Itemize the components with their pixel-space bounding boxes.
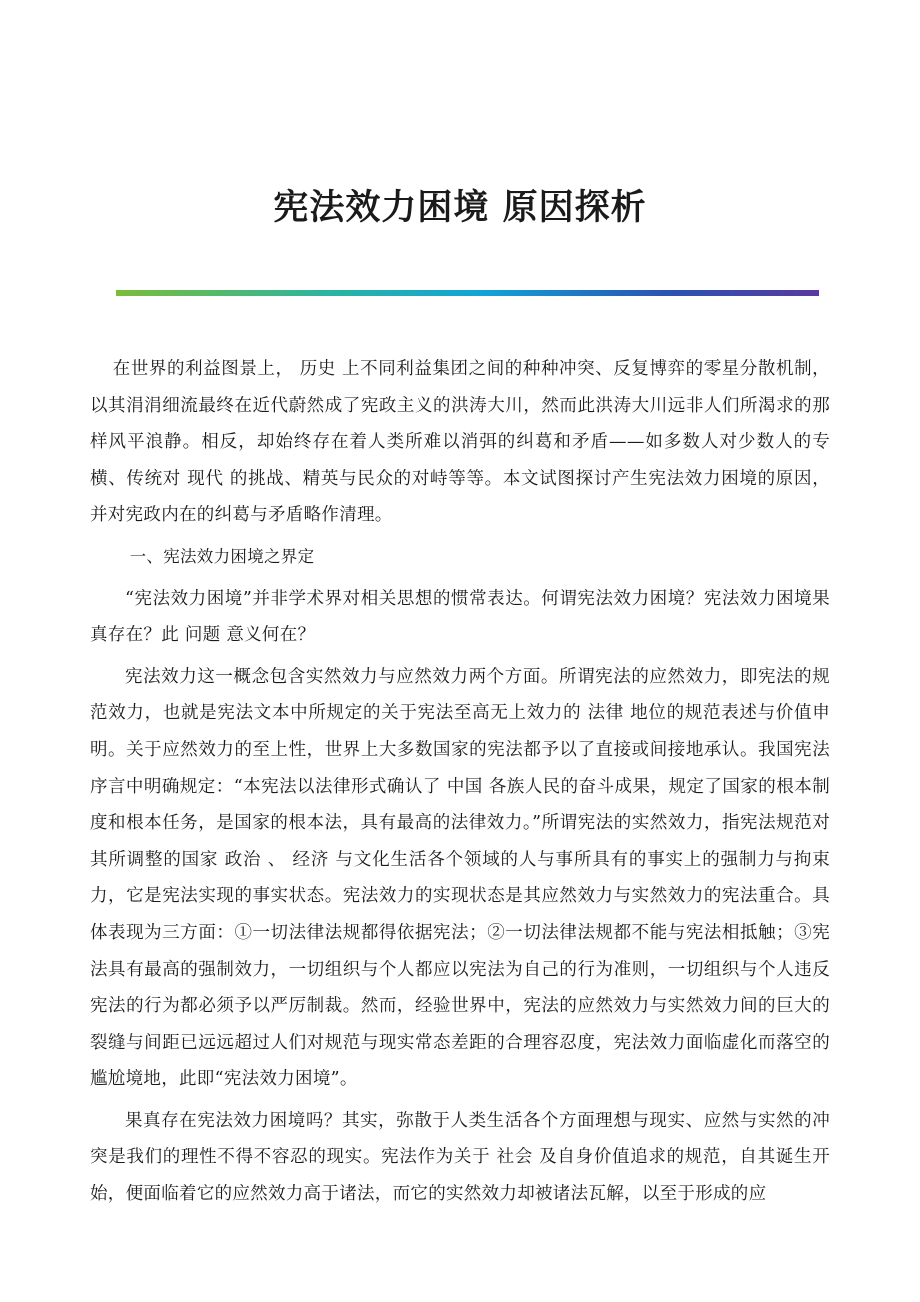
title-divider	[116, 290, 819, 296]
document-body	[90, 351, 830, 1213]
paragraph-intro: 在世界的利益图景上， 历史 上不同利益集团之间的种种冲突、反复博弈的零星分散机制，以其涓涓细流最终在近代蔚然成了宪政主义的洪涛大川，然而此洪涛大川远非人们所渴求的那样风平浪静。相反，却始终存在着人类所难以消弭的纠葛和矛盾——如多数人对少数人的专横、传统对 现代 的挑战、精英与民众的对峙等等。本文试图探讨产生宪法效力困境的原因，并对宪政内在的纠葛与矛盾略作清理。	[90, 359, 830, 526]
section-heading: 一、宪法效力困境之界定	[129, 546, 315, 566]
paragraph-definition: 宪法效力这一概念包含实然效力与应然效力两个方面。所谓宪法的应然效力，即宪法的规范效力，也就是宪法文本中所规定的关于宪法至高无上效力的 法律 地位的规范表述与价值申明。关于应然效力的至上性，世界上大多数国家的宪法都予以了直接或间接地承认。我国宪法序言中明确规定：“本宪法以法律形式确认了 中国 各族人民的奋斗成果，规定了国家的根本制度和根本任务，是国家的根本法，具有最高的法律效力。”所谓宪法的实然效力，指宪法规范对其所调整的国家 政治 、 经济 与文化生活各个领域的人与事所具有的事实上的强制力与拘束力，它是宪法实现的事实状态。宪法效力的实现状态是其应然效力与实然效力的宪法重合。具体表现为三方面：①一切法律法规都得依据宪法；②一切法律法规都不能与宪法相抵触；③宪法具有最高的强制效力，一切组织与个人都应以宪法为自己的行为准则，一切组织与个人违反宪法的行为都必须予以严厉制裁。然而，经验世界中，宪法的应然效力与实然效力间的巨大的裂缝与间距已远远超过人们对规范与现实常态差距的合理容忍度，宪法效力面临虚化而落空的尴尬境地，此即“宪法效力困境”。	[90, 666, 830, 1090]
paragraph-question: “宪法效力困境”并非学术界对相关思想的惯常表达。何谓宪法效力困境？宪法效力困境果真存在？此 问题 意义何在？	[90, 588, 830, 646]
paragraph-existence: 果真存在宪法效力困境吗？其实，弥散于人类生活各个方面理想与现实、应然与实然的冲突是我们的理性不得不容忍的现实。宪法作为关于 社会 及自身价值追求的规范，自其诞生开始，便面临着它的应然效力高于诸法，而它的实然效力却被诸法瓦解，以至于形成的应	[90, 1110, 830, 1205]
document-title: 宪法效力困境 原因探析	[273, 187, 647, 228]
